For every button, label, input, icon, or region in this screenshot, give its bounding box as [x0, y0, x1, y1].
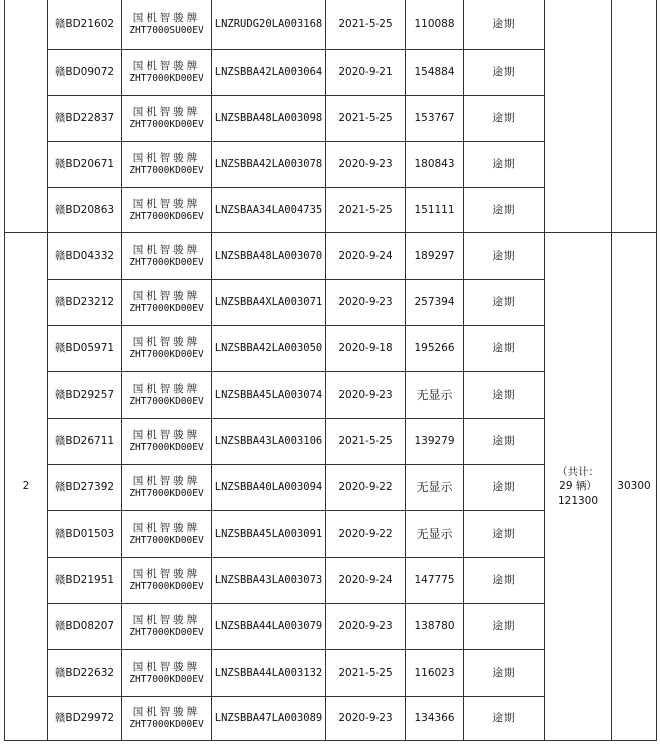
plate-number-cell: 赣BD08207 — [48, 604, 122, 650]
usage-cell: 途期 — [464, 326, 545, 372]
registration-date-cell: 2020-9-24 — [326, 233, 406, 280]
vehicle-model-cell — [122, 280, 212, 326]
usage-cell: 途期 — [464, 419, 545, 465]
model-code: ZHT7000KD00EV — [129, 165, 204, 177]
vehicle-model-cell — [122, 465, 212, 511]
vin-cell: LNZSBBA42LA003050 — [212, 326, 326, 372]
registration-date-cell: 2021-5-25 — [326, 0, 406, 50]
vin-cell: LNZSBBA47LA003089 — [212, 697, 326, 741]
mileage-cell: 151111 — [406, 188, 464, 233]
model-code: ZHT7000KD00EV — [129, 395, 204, 407]
vin-cell: LNZSBBA45LA003091 — [212, 511, 326, 558]
vin-cell: LNZSBBA4XLA003071 — [212, 280, 326, 326]
model-code: ZHT7000SU00EV — [129, 25, 204, 37]
mileage-cell: 无显示 — [406, 511, 464, 558]
usage-cell: 途期 — [464, 142, 545, 188]
vin-cell: LNZSBBA48LA003098 — [212, 96, 326, 142]
brand-name: 国机智骏牌 — [132, 521, 201, 534]
registration-date-cell: 2020-9-22 — [326, 511, 406, 558]
mileage-cell: 147775 — [406, 558, 464, 604]
model-code: ZHT7000KD00EV — [129, 673, 204, 685]
registration-date-cell: 2020-9-23 — [326, 604, 406, 650]
usage-cell: 途期 — [464, 697, 545, 741]
plate-number-cell: 赣BD04332 — [48, 233, 122, 280]
plate-number-cell: 赣BD22632 — [48, 650, 122, 697]
plate-number-cell: 赣BD27392 — [48, 465, 122, 511]
vin-cell: LNZSBBA45LA003074 — [212, 372, 326, 419]
brand-name: 国机智骏牌 — [132, 614, 201, 626]
registration-date-cell: 2020-9-23 — [326, 142, 406, 188]
model-code: ZHT7000KD00EV — [129, 442, 204, 454]
brand-name: 国机智骏牌 — [132, 243, 201, 256]
group-total-line3: 121300 — [557, 494, 599, 507]
brand-name: 国机智骏牌 — [132, 660, 201, 673]
usage-cell: 途期 — [464, 188, 545, 233]
vehicle-table — [4, 0, 657, 741]
model-code: ZHT7000KD00EV — [129, 73, 204, 85]
brand-name: 国机智骏牌 — [132, 382, 201, 395]
registration-date-cell: 2021-5-25 — [326, 96, 406, 142]
brand-name: 国机智骏牌 — [132, 475, 201, 487]
vehicle-model-cell — [122, 419, 212, 465]
registration-date-cell: 2020-9-22 — [326, 465, 406, 511]
vehicle-model-cell — [122, 604, 212, 650]
group-total-line1: （共计： — [557, 466, 599, 479]
plate-number-cell: 赣BD22837 — [48, 96, 122, 142]
model-code: ZHT7000KD00EV — [129, 581, 204, 593]
registration-date-cell: 2020-9-18 — [326, 326, 406, 372]
registration-date-cell: 2020-9-21 — [326, 50, 406, 96]
vin-cell: LNZSBBA48LA003070 — [212, 233, 326, 280]
mileage-cell: 138780 — [406, 604, 464, 650]
vehicle-model-cell — [122, 650, 212, 697]
mileage-cell: 153767 — [406, 96, 464, 142]
plate-number-cell: 赣BD23212 — [48, 280, 122, 326]
table-row — [5, 233, 657, 280]
vehicle-model-cell — [122, 558, 212, 604]
usage-cell: 途期 — [464, 96, 545, 142]
plate-number-cell: 赣BD01503 — [48, 511, 122, 558]
plate-number-cell: 赣BD09072 — [48, 50, 122, 96]
registration-date-cell: 2020-9-23 — [326, 372, 406, 419]
usage-cell: 途期 — [464, 372, 545, 419]
model-code: ZHT7000KD00EV — [129, 534, 204, 546]
usage-cell: 途期 — [464, 233, 545, 280]
plate-number-cell: 赣BD05971 — [48, 326, 122, 372]
plate-number-cell: 赣BD29257 — [48, 372, 122, 419]
usage-cell: 途期 — [464, 465, 545, 511]
group-amount-cell — [612, 0, 657, 233]
brand-name: 国机智骏牌 — [132, 706, 201, 718]
registration-date-cell: 2020-9-23 — [326, 697, 406, 741]
mileage-cell: 无显示 — [406, 372, 464, 419]
brand-name: 国机智骏牌 — [132, 12, 201, 24]
model-code: ZHT7000KD00EV — [129, 303, 204, 315]
vehicle-model-cell — [122, 233, 212, 280]
sequence-number-cell: 2 — [5, 233, 48, 741]
model-code: ZHT7000KD00EV — [129, 488, 204, 500]
usage-cell: 途期 — [464, 650, 545, 697]
group-total-cell — [545, 0, 612, 233]
usage-cell: 途期 — [464, 558, 545, 604]
group-total-cell — [545, 233, 612, 741]
vehicle-model-cell — [122, 326, 212, 372]
plate-number-cell: 赣BD26711 — [48, 419, 122, 465]
registration-date-cell: 2021-5-25 — [326, 188, 406, 233]
mileage-cell: 195266 — [406, 326, 464, 372]
sequence-number-cell — [5, 0, 48, 233]
model-code: ZHT7000KD00EV — [129, 119, 204, 131]
vin-cell: LNZSBBA44LA003132 — [212, 650, 326, 697]
brand-name: 国机智骏牌 — [132, 568, 201, 580]
usage-cell: 途期 — [464, 604, 545, 650]
mileage-cell: 139279 — [406, 419, 464, 465]
mileage-cell: 189297 — [406, 233, 464, 280]
plate-number-cell: 赣BD20863 — [48, 188, 122, 233]
model-code: ZHT7000KD00EV — [129, 256, 204, 268]
vehicle-model-cell — [122, 372, 212, 419]
mileage-cell: 257394 — [406, 280, 464, 326]
vin-cell: LNZSBBA44LA003079 — [212, 604, 326, 650]
brand-name: 国机智骏牌 — [132, 152, 201, 164]
registration-date-cell: 2020-9-23 — [326, 280, 406, 326]
brand-name: 国机智骏牌 — [132, 290, 201, 302]
model-code: ZHT7000KD00EV — [129, 627, 204, 639]
vehicle-table-body — [5, 0, 657, 741]
vin-cell: LNZSBBA42LA003078 — [212, 142, 326, 188]
plate-number-cell: 赣BD21951 — [48, 558, 122, 604]
vehicle-model-cell — [122, 188, 212, 233]
registration-date-cell: 2020-9-24 — [326, 558, 406, 604]
group-amount-cell: 30300 — [612, 233, 657, 741]
mileage-cell: 无显示 — [406, 465, 464, 511]
vehicle-model-cell — [122, 50, 212, 96]
plate-number-cell: 赣BD29972 — [48, 697, 122, 741]
brand-name: 国机智骏牌 — [132, 336, 201, 348]
vehicle-model-cell — [122, 142, 212, 188]
brand-name: 国机智骏牌 — [132, 429, 201, 441]
usage-cell: 途期 — [464, 0, 545, 50]
registration-date-cell: 2021-5-25 — [326, 650, 406, 697]
plate-number-cell: 赣BD21602 — [48, 0, 122, 50]
model-code: ZHT7000KD00EV — [129, 349, 204, 361]
model-code: ZHT7000KD00EV — [129, 719, 204, 731]
table-row — [5, 0, 657, 50]
vehicle-model-cell — [122, 96, 212, 142]
usage-cell: 途期 — [464, 280, 545, 326]
mileage-cell: 116023 — [406, 650, 464, 697]
registration-date-cell: 2021-5-25 — [326, 419, 406, 465]
mileage-cell: 180843 — [406, 142, 464, 188]
mileage-cell: 110088 — [406, 0, 464, 50]
vin-cell: LNZSBBA43LA003106 — [212, 419, 326, 465]
model-code: ZHT7000KD06EV — [129, 210, 204, 222]
brand-name: 国机智骏牌 — [132, 106, 201, 118]
vin-cell: LNZSBBA42LA003064 — [212, 50, 326, 96]
vehicle-model-cell — [122, 697, 212, 741]
brand-name: 国机智骏牌 — [132, 60, 201, 72]
group-total-line2: 29 辆） — [559, 480, 597, 493]
mileage-cell: 154884 — [406, 50, 464, 96]
vin-cell: LNZSBBA40LA003094 — [212, 465, 326, 511]
vin-cell: LNZSBBA43LA003073 — [212, 558, 326, 604]
vin-cell: LNZRUDG20LA003168 — [212, 0, 326, 50]
mileage-cell: 134366 — [406, 697, 464, 741]
vin-cell: LNZSBAA34LA004735 — [212, 188, 326, 233]
plate-number-cell: 赣BD20671 — [48, 142, 122, 188]
usage-cell: 途期 — [464, 50, 545, 96]
brand-name: 国机智骏牌 — [132, 197, 201, 210]
vehicle-model-cell — [122, 511, 212, 558]
usage-cell: 途期 — [464, 511, 545, 558]
vehicle-model-cell — [122, 0, 212, 50]
